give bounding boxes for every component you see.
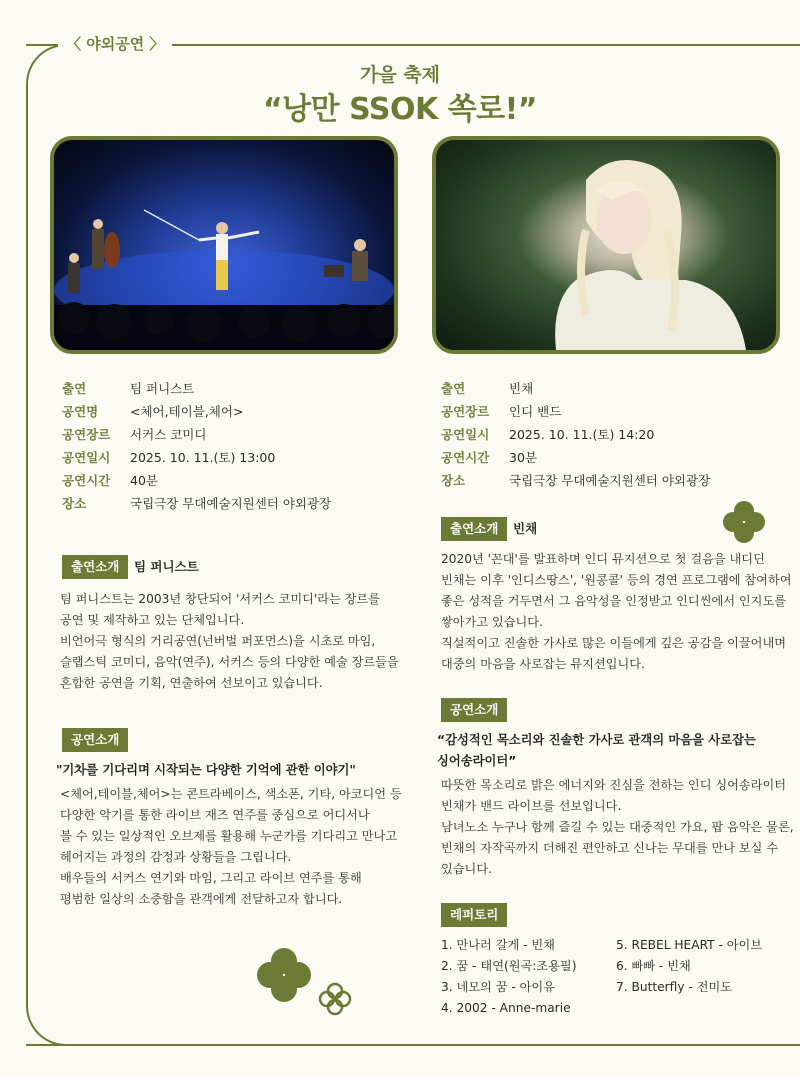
- info-label: 장소: [62, 496, 87, 511]
- repertoire-item: 5. REBEL HEART - 아이브: [616, 938, 763, 952]
- text-line: 볼 수 있는 일상적인 오브제를 활용해 누군가를 기다리고 만나고: [60, 829, 398, 843]
- info-value: 40분: [130, 473, 158, 488]
- text-line: <체어,테이블,체어>는 콘트라베이스, 색소폰, 기타, 아코디언 등: [60, 787, 402, 801]
- info-row: [62, 377, 331, 400]
- info-value: 2025. 10. 11.(토) 13:00: [130, 450, 276, 465]
- info-label: 장소: [441, 473, 466, 488]
- section-tag: 〈 야외공연 〉: [58, 32, 172, 56]
- info-label: 출연: [441, 381, 466, 396]
- stage-illustration: [54, 140, 394, 350]
- text-line: 2020년 '꼰대'를 발표하며 인디 뮤지션으로 첫 걸음을 내디딘: [441, 552, 765, 566]
- text-line: 팀 퍼니스트는 2003년 창단되어 '서커스 코미디'라는 장르를: [60, 592, 380, 606]
- repertoire-item: 3. 네모의 꿈 - 아이유: [441, 980, 555, 994]
- repertoire-item: 2. 꿈 - 태연(원곡:조용필): [441, 959, 577, 973]
- info-label: 공연명: [62, 404, 99, 419]
- info-row: [441, 377, 710, 400]
- info-row: [441, 469, 710, 492]
- right-performer-name: 빈채: [513, 521, 538, 536]
- text-line: 직설적이고 진솔한 가사로 많은 이들에게 깊은 공감을 이끌어내며: [441, 636, 786, 650]
- right-performer-description: [441, 549, 792, 675]
- info-label: 공연일시: [62, 450, 111, 465]
- circus-performance-photo: [50, 136, 398, 354]
- text-line: 대중의 마음을 사로잡는 뮤지션입니다.: [441, 657, 645, 671]
- event-subtitle: 가을 축제: [359, 64, 441, 86]
- quote-line: “감성적인 목소리와 진솔한 가사로 관객의 마음을 사로잡는: [437, 733, 756, 747]
- left-performance-info: [62, 377, 331, 515]
- right-show-quote: [437, 730, 756, 772]
- clover-icon-large: [256, 947, 312, 1003]
- clover-icon: [722, 500, 766, 544]
- text-line: 남녀노소 누구나 함께 즐길 수 있는 대중적인 가요, 팝 음악은 물론,: [441, 820, 794, 834]
- repertoire-list-col2: [616, 935, 762, 998]
- repertoire-item: 4. 2002 - Anne-marie: [441, 1001, 571, 1015]
- info-value: 서커스 코미디: [130, 427, 207, 442]
- info-label: 출연: [62, 381, 87, 396]
- info-label: 공연시간: [62, 473, 111, 488]
- frame-bottom-line: [26, 1044, 800, 1046]
- right-performer-intro-badge: 출연소개: [441, 517, 507, 541]
- portrait-illustration: [436, 140, 776, 350]
- info-label: 공연장르: [62, 427, 111, 442]
- info-value: <체어,테이블,체어>: [130, 404, 244, 419]
- text-line: 헤어지는 과정의 감정과 상황들을 그립니다.: [60, 850, 292, 864]
- quote-line: 싱어송라이터”: [437, 754, 517, 768]
- info-row: [62, 423, 331, 446]
- text-line: 다양한 악기를 통한 라이브 재즈 연주를 중심으로 어디서나: [60, 808, 370, 822]
- info-label: 공연시간: [441, 450, 490, 465]
- left-performer-name: 팀 퍼니스트: [134, 559, 199, 574]
- text-line: 비언어극 형식의 거리공연(넌버벌 퍼포먼스)을 시초로 마임,: [60, 634, 376, 648]
- clover-outline-icon: [318, 982, 352, 1016]
- info-row: [62, 469, 331, 492]
- info-value: 2025. 10. 11.(토) 14:20: [509, 427, 655, 442]
- text-line: 평범한 일상의 소중함을 관객에게 전달하고자 합니다.: [60, 892, 343, 906]
- text-line: 슬랩스틱 코미디, 음악(연주), 서커스 등의 다양한 예술 장르들을: [60, 655, 399, 669]
- left-show-intro-badge: 공연소개: [62, 728, 128, 752]
- info-row: [441, 400, 710, 423]
- repertoire-badge: 레퍼토리: [441, 903, 507, 927]
- right-show-intro-badge: 공연소개: [441, 698, 507, 722]
- repertoire-list-col1: [441, 935, 576, 1019]
- text-line: 쌓아가고 있습니다.: [441, 615, 543, 629]
- info-row: [62, 446, 331, 469]
- text-line: 빈채의 자작곡까지 더해진 편안하고 신나는 무대를 만나 보실 수: [441, 841, 779, 855]
- info-row: [62, 492, 331, 515]
- left-show-quote: "기차를 기다리며 시작되는 다양한 기억에 관한 이야기": [56, 763, 356, 777]
- singer-portrait-photo: [432, 136, 780, 354]
- left-show-description: [60, 784, 402, 910]
- text-line: 공연 및 제작하고 있는 단체입니다.: [60, 613, 245, 627]
- text-line: 배우들의 서커스 연기와 마임, 그리고 라이브 연주를 통해: [60, 871, 362, 885]
- info-value: 국립극장 무대예술지원센터 야외광장: [509, 473, 711, 488]
- text-line: 있습니다.: [441, 862, 492, 876]
- info-value: 30분: [509, 450, 537, 465]
- info-label: 공연장르: [441, 404, 490, 419]
- text-line: 혼합한 공연을 기획, 연출하여 선보이고 있습니다.: [60, 676, 323, 690]
- info-value: 국립극장 무대예술지원센터 야외광장: [130, 496, 332, 511]
- repertoire-item: 1. 만나러 갈게 - 빈채: [441, 938, 555, 952]
- right-show-description: [441, 775, 794, 880]
- info-label: 공연일시: [441, 427, 490, 442]
- info-row: [441, 446, 710, 469]
- info-value: 팀 퍼니스트: [130, 381, 195, 396]
- repertoire-item: 6. 빠빠 - 빈채: [616, 959, 691, 973]
- text-line: 빈채는 이후 '인디스땅스', '원콩콜' 등의 경연 프로그램에 참여하여: [441, 573, 792, 587]
- text-line: 좋은 성적을 거두면서 그 음악성을 인정받고 인디씬에서 인지도를: [441, 594, 786, 608]
- repertoire-item: 7. Butterfly - 전미도: [616, 980, 733, 994]
- info-value: 인디 밴드: [509, 404, 562, 419]
- event-title: “낭만 SSOK 쏙로!”: [262, 92, 538, 127]
- text-line: 빈채가 밴드 라이브를 선보입니다.: [441, 799, 622, 813]
- text-line: 따뜻한 목소리로 밝은 에너지와 진심을 전하는 인디 싱어송라이터: [441, 778, 786, 792]
- info-row: [441, 423, 710, 446]
- left-performer-description: [60, 589, 399, 694]
- left-performer-intro-badge: 출연소개: [62, 555, 128, 579]
- info-value: 빈채: [509, 381, 534, 396]
- info-row: [62, 400, 331, 423]
- right-performance-info: [441, 377, 710, 492]
